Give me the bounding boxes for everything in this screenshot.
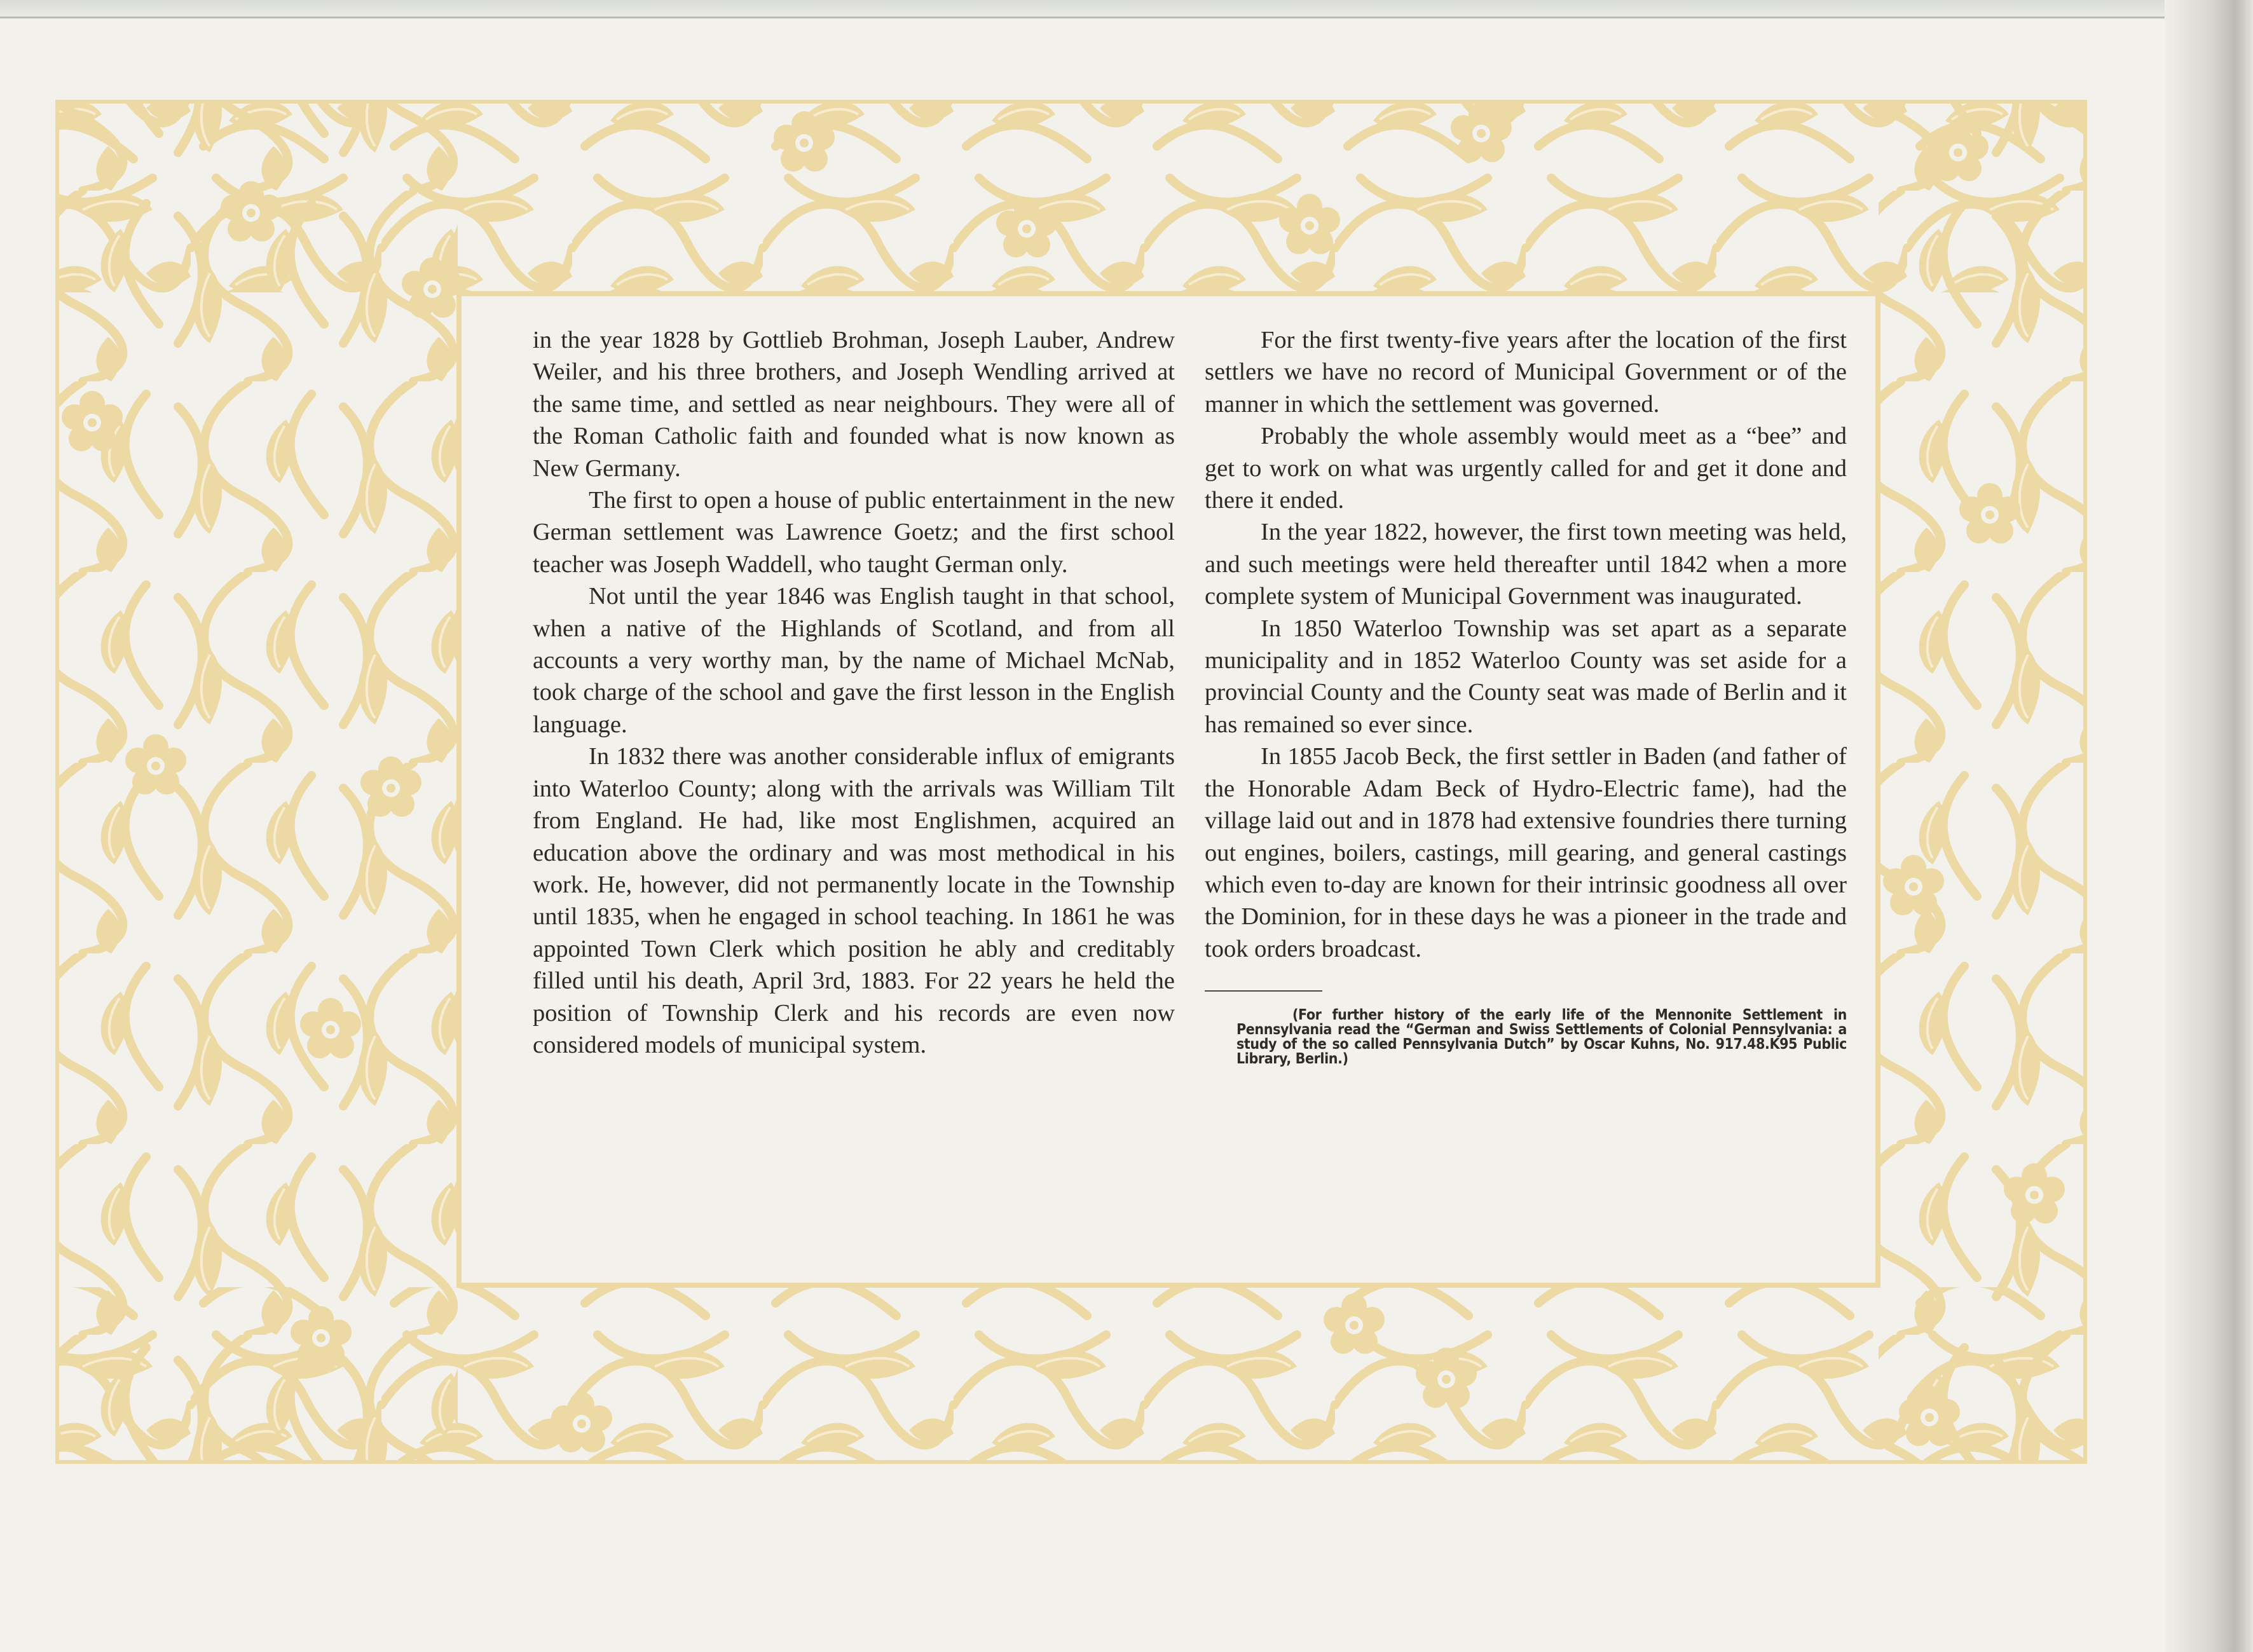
right-text-column [1205, 324, 1847, 1067]
paragraph: in the year 1828 by Gottlieb Brohman, Joseph Lauber, Andrew Weiler, and his three brothers, and Joseph Wendling arrived at the same time, and settled as near neighbours. They were all of the Roman Catholic faith and founded what is now known as New Germany. [533, 327, 1175, 482]
paragraph: For the first twenty-five years after the location of the first settlers we have no record of Municipal Government or of the manner in which the settlement was governed. [1205, 327, 1847, 418]
paragraph: In 1832 there was another considerable influx of emigrants into Waterloo County; along with the arrivals was William Tilt from England. He had, like most Englishmen, acquired an education above the ordinary and was most methodical in his work. He, however, did not permanently locate in the Township until 1835, when he engaged in school teaching. In 1861 he was appointed Town Clerk which position he ably and creditably filled until his death, April 3rd, 1883. For 22 years he held the position of Township Clerk and his records are even now considered models of municipal system. [533, 743, 1175, 1058]
paragraph: In the year 1822, however, the first town meeting was held, and such meetings were held thereafter until 1842 when a more complete system of Municipal Government was inaugurated. [1205, 519, 1847, 610]
footnote: (For further history of the early life of the Mennonite Settlement in Pennsylvania read the “German and Swiss Settlements of Colonial Pennsylvania: a study of the so called Pennsylvania Dutch” by Oscar Kuhns, No. 917.48.K95 Public Library, Berlin.) [1236, 1007, 1847, 1068]
left-text-column [533, 324, 1175, 1061]
paragraph: Not until the year 1846 was English taught in that school, when a native of the Highlands of Scotland, and from all accounts a very worthy man, by the name of Michael McNab, took charge of the school and gave the first lesson in the English language. [533, 583, 1175, 738]
paragraph: In 1850 Waterloo Township was set apart as a separate municipality and in 1852 Waterloo County was set aside for a provincial County and the County seat was made of Berlin and it has remained so ever since. [1205, 615, 1847, 738]
footnote-rule [1205, 990, 1322, 992]
paragraph: Probably the whole assembly would meet as a “bee” and get to work on what was urgently called for and get it done and there it ended. [1205, 423, 1847, 514]
paragraph: In 1855 Jacob Beck, the first settler in Baden (and father of the Honorable Adam Beck of Hydro-Electric fame), had the village laid out and in 1878 had extensive foundries there turning out engines, boilers, castings, mill gearing, and general castings which even to-day are known for their intrinsic goodness all over the Dominion, for in these days he was a pioneer in the trade and took orders broadcast. [1205, 743, 1847, 962]
paragraph: The first to open a house of public entertainment in the new German settlement was Lawrence Goetz; and the first school teacher was Joseph Waddell, who taught German only. [533, 487, 1175, 578]
